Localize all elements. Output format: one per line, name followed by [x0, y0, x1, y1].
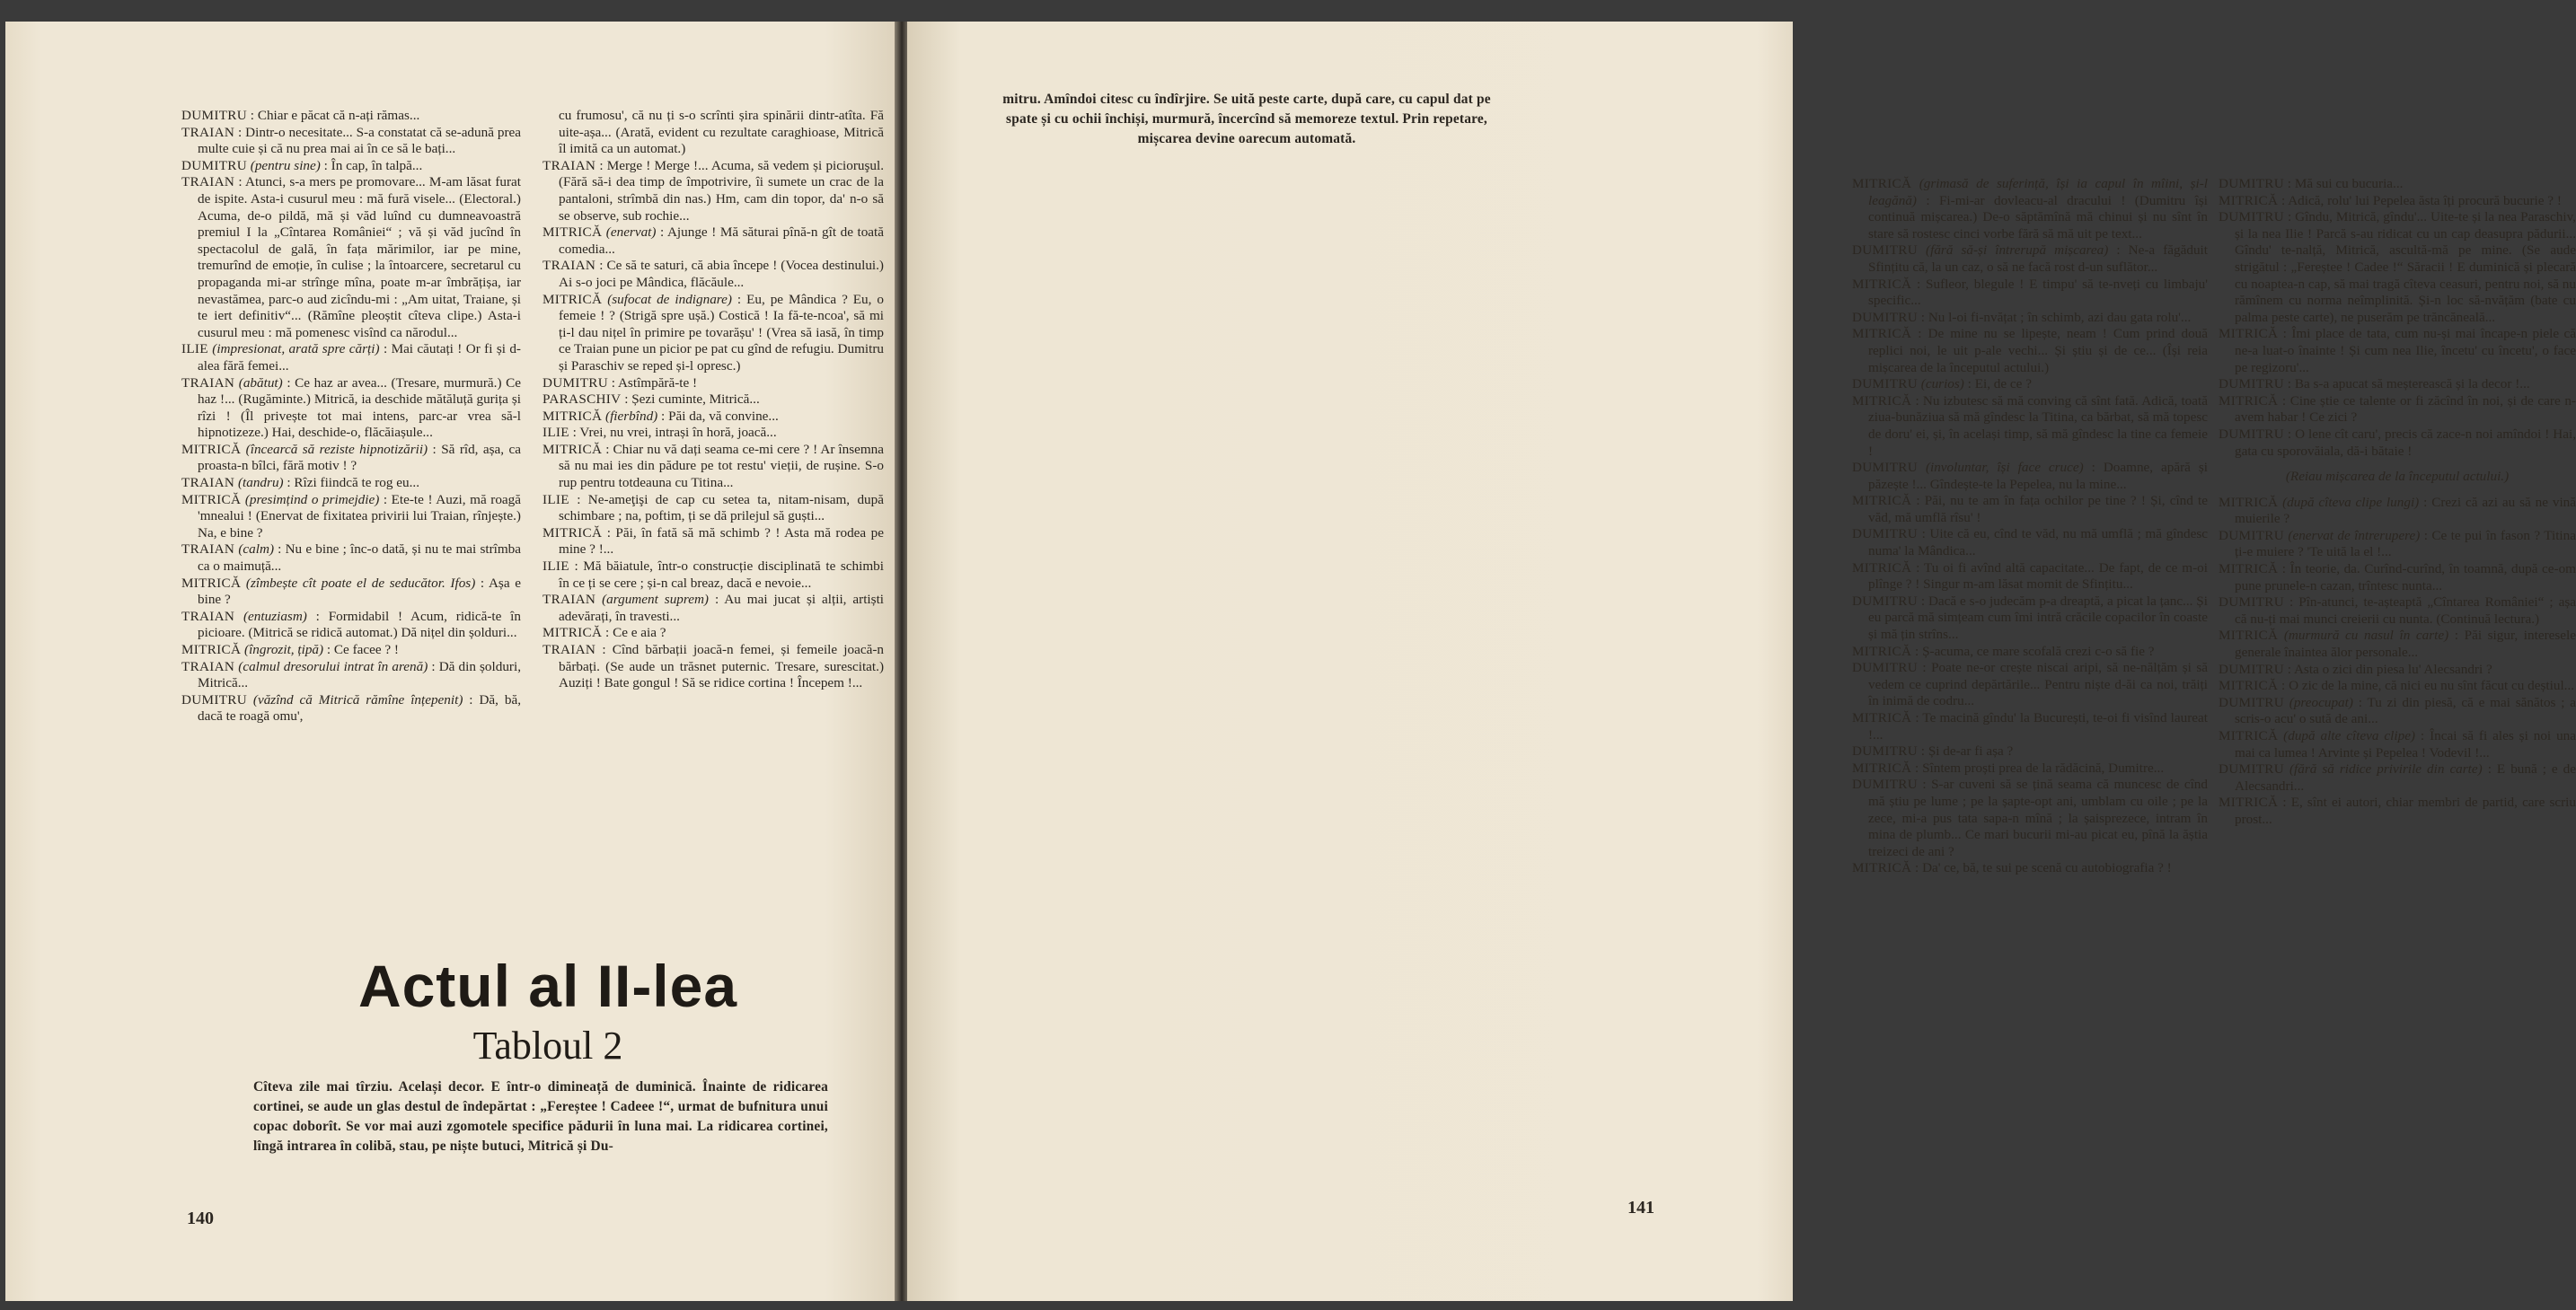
line-text: În cap, în talpă... [331, 157, 423, 173]
speaker-name: MITRICĂ [181, 491, 242, 507]
dialogue-line: MITRICĂ : Te macină gîndu' la București, te-oi fi visînd laureat !... [1852, 710, 2209, 743]
dialogue-line: MITRICĂ : Ce e aia ? [543, 625, 666, 641]
speaker-direction: (după cîteva clipe lungi) [2282, 494, 2420, 510]
line-text: Nu e bine ; înc-o dată, și nu te mai strîmba ca o maimuță... [198, 541, 521, 575]
speaker-direction: (zîmbește cît poate el de seducător. Ifos) [245, 575, 476, 591]
dialogue-line: DUMITRU : S-ar cuveni să se țină seama că muncesc de cînd mă știu pe lume ; pe la șapte-opt ani, umblam cu oile ; pe la zece, mi-a pus tata sapa-n mînă ; la șaisprezece, intram în mina de plumb... Ce mari bucurii mi-au picat eu, pînă la ăștia treizeci de ani ? [1852, 777, 2208, 859]
line-text: Chiar nu vă dați seama ce-mi cere ? ! Ar însemna să nu mai ies din pădure pe tot restu' vieții, de rușine. S-o rup pentru totdeauna cu Titina... [559, 441, 884, 491]
speaker-name: MITRICĂ [1852, 643, 1912, 659]
line-text: Ce e aia ? [613, 625, 666, 641]
dialogue-line: DUMITRU : Poate ne-or crește niscai aripi, să ne-nălțăm și să vedem ce cuprind depărtările... Pentru niște d-ăi ca noi, trăiți în inimă de codru... [1852, 660, 2208, 709]
page-number-right: 141 [1628, 1198, 1654, 1218]
speaker-name: MITRICĂ [543, 408, 603, 424]
speaker-name: TRAIAN [543, 157, 596, 173]
page-number-left: 140 [187, 1209, 214, 1228]
dialogue-line [2219, 469, 2576, 486]
line-text: Dintr-o necesitate... S-a constatat că se-adună prea multe cuie și că nu prea mai ai în ce să le bați... [198, 124, 521, 157]
dialogue-line: DUMITRU : Și de-ar fi așa ? [1852, 743, 2014, 760]
dialogue-line: MITRICĂ (îngrozit, țipă) : Ce facee ? ! [181, 642, 399, 657]
speaker-name: TRAIAN [181, 608, 235, 624]
line-text: Te macină gîndu' la București, te-oi fi visînd laureat !... [1868, 710, 2209, 743]
line-text: Sufleor, blegule ! E timpu' să te-nveți cu limbaju' specific... [1868, 276, 2208, 309]
stage-direction-right: mitru. Amîndoi citesc cu îndîrjire. Se uită peste carte, după care, cu capul dat pe spate și cu ochii închiși, murmură, încercînd să memoreze textul. Prin repetare, mișcarea devine oarecum automată. [1002, 92, 1491, 146]
speaker-name: MITRICĂ [1852, 860, 1912, 876]
dialogue-line: DUMITRU (curios) : Ei, de ce ? [1852, 376, 2032, 392]
speaker-name: MITRICĂ [2219, 494, 2279, 510]
line-text: Ajunge ! Mă săturai pînă-n gît de toată comedia... [559, 224, 885, 257]
line-text: Șezi cuminte, Mitrică... [631, 391, 760, 408]
line-text: Fi-mi-ar dovleacu-al dracului ! (Dumitru își continuă mișcarea.) De-o săptămînă mă chinui și nu sînt în stare să rostesc cinci vorbe fără să mă uit pe text... [1868, 192, 2208, 242]
line-text: Păi da, vă convine... [668, 408, 779, 424]
left-page-column-1 [181, 108, 521, 725]
speaker-name: DUMITRU [2219, 209, 2284, 225]
line-text: Astîmpără-te ! [617, 374, 698, 391]
line-text: Ne-a făgăduit Sfințitu că, la un caz, o să ne facă rost d-un suflător... [1868, 242, 2208, 275]
speaker-direction: (enervat de întrerupere) [2288, 527, 2421, 543]
dialogue-line: TRAIAN : Merge ! Merge !... Acuma, să vedem și picioruşul. (Fără să-i dea timp de împotrivire, îi sumete un crac de la pantaloni, strîmbă din nas.) Hm, cam din topor, da' n-o să se observe, sub rochie... [543, 157, 884, 224]
speaker-direction: (involuntar, își face cruce) [1925, 460, 2084, 476]
speaker-direction: (încearcă să reziste hipnotizării) [245, 441, 428, 457]
speaker-name: MITRICĂ [543, 224, 603, 241]
line-text: Au mai jucat și alții, artiști adevărați, în travesti... [559, 592, 885, 624]
line-text: S-ar cuveni să se țină seama că muncesc de cînd mă știu pe lume ; pe la șapte-opt ani, umblam cu oile ; pe la zece, mi-a pus tata sapa-n mînă ; la șaisprezece, intram în mina de plumb... Ce mari bucurii mi-au picat eu, pînă la ăștia treizeci de ani ? [1868, 777, 2208, 859]
dialogue-line: DUMITRU (fără să-și întrerupă mișcarea) : Ne-a făgăduit Sfințitu că, la un caz, o să ne facă rost d-un suflător... [1852, 242, 2208, 275]
speaker-name: DUMITRU [1852, 777, 1918, 793]
dialogue-line: DUMITRU (văzînd că Mitrică rămîne înțepenit) : Dă, bă, dacă te roagă omu', [181, 691, 522, 725]
dialogue-line: MITRICĂ : Adică, rolu' lui Pepelea ăsta îți procură bucurie ? ! [2219, 192, 2562, 208]
line-text: Mă băiatule, într-o construcție disciplinată te schimbi în ce ți se cere ; și-n cal breaz, dacă e nevoie... [559, 558, 884, 591]
speaker-name: DUMITRU [2219, 426, 2284, 442]
line-text: Adică, rolu' lui Pepelea ăsta îți procură bucurie ? ! [2288, 192, 2562, 208]
dialogue-line: MITRICĂ (murmură cu nasul în carte) : Păi sigur, interesele generale înaintea ălor personale... [2219, 628, 2576, 661]
line-text: E bună ; e de Alecsandri... [2235, 761, 2576, 794]
line-text: Cine știe ce talente or fi zăcînd în noi, și de care n-avem habar ! Ce zici ? [2235, 392, 2576, 426]
dialogue-line: TRAIAN (argument suprem) : Au mai jucat și alții, artiști adevărați, în travesti... [543, 592, 885, 624]
dialogue-line: DUMITRU : Ba s-a apucat să meșterească și la decor !... [2219, 376, 2530, 392]
dialogue-line: DUMITRU : Uite că eu, cînd te văd, nu mă umflă ; mă gîndesc numa' la Mândica... [1852, 526, 2208, 559]
right-page [907, 22, 2576, 1301]
dialogue-line: ILIE : Vrei, nu vrei, intrași în horă, joacă... [543, 425, 777, 441]
line-text: Ce te pui în fason ? Titina ți-e muiere ? 'Te uită la el !... [2235, 527, 2576, 560]
speaker-name: MITRICĂ [181, 642, 242, 657]
line-text: Nu izbutesc să mă conving că sînt fată. Adică, toată ziua-bunăziua să mă gîndesc la Titina, ca bărbat, să mă topesc de doru' ei, și, în același timp, să mă gîndesc la tine ca femeie ! [1868, 392, 2208, 459]
speaker-name: DUMITRU [181, 691, 247, 708]
dialogue-line: MITRICĂ : Sufleor, blegule ! E timpu' să te-nveți cu limbaju' specific... [1852, 276, 2208, 309]
dialogue-line: DUMITRU (preocupat) : Tu zi din piesă, că e mai sănătos ; a scris-o acu' o sută de ani... [2219, 694, 2576, 727]
line-text: Ete-te ! Auzi, mă roagă 'mnealui ! (Enervat de fixitatea privirii lui Traian, rînjește.) Na, e bine ? [198, 491, 521, 541]
speaker-name: MITRICĂ [2219, 728, 2279, 743]
line-text: Așa e bine ? [198, 575, 521, 608]
dialogue-line: DUMITRU : O lene cît caru', precis că zace-n noi amîndoi ! Hai, gata cu sporovăiala, dă-i bătaie ! [2219, 426, 2576, 459]
speaker-name: DUMITRU [181, 108, 247, 123]
dialogue-line: TRAIAN (calmul dresorului intrat în arenă) : Dă din șolduri, Mitrică... [181, 658, 521, 691]
dialogue-line: DUMITRU (involuntar, își face cruce) : Doamne, apără și păzește !... Gîndește-te la Pepelea, nu la mine... [1852, 460, 2208, 492]
speaker-name: DUMITRU [2219, 694, 2284, 710]
speaker-direction: (grimasă de suferință, își ia capul în mîini, și-l leagănă) [1868, 176, 2208, 208]
line-text: Atunci, s-a mers pe promovare... M-am lăsat furat de ispite. Asta-i cusurul meu : mă fură visele... (Electoral.) Acuma, de-o pildă, mă și văd luînd cu dumneavoastră premiul I la „Cîntarea României“ ; vă și văd jucînd în spectacolul de gală, în fața mărimilor, iar pe mine, tremurînd de emoție, în culise ; la întoarcere, secretarul cu propaganda mi-ar strînge mîna, poate m-ar îmbrățișa, iar nevastămea, parc-o aud zicîndu-mi : „Am uitat, Traiane, și te iert definitiv“... (Rămîne pleoștit cîteva clipe.) Asta-i cusurul meu : mă pomenesc visînd ca nărodul... [198, 174, 521, 340]
dialogue-line: MITRICĂ : Cine știe ce talente or fi zăcînd în noi, și de care n-avem habar ! Ce zici ? [2219, 392, 2576, 426]
dialogue-line: ILIE : Mă băiatule, într-o construcție disciplinată te schimbi în ce ți se cere ; și-n cal breaz, dacă e nevoie... [543, 558, 884, 591]
dialogue-line: PARASCHIV : Șezi cuminte, Mitrică... [543, 391, 760, 408]
speaker-name: DUMITRU [1852, 593, 1918, 609]
speaker-direction: (impresionat, arată spre cărți) [212, 341, 380, 357]
line-text: Vrei, nu vrei, intrași în horă, joacă... [579, 425, 777, 441]
dialogue-line: DUMITRU : Chiar e păcat că n-ați rămas... [181, 108, 420, 123]
dialogue-line: MITRICĂ (fierbînd) : Păi da, vă convine... [543, 408, 779, 424]
speaker-name: TRAIAN [543, 258, 596, 274]
dialogue-line: MITRICĂ (după alte cîteva clipe) : Încai să fi ales și noi una mai ca lumea ! Arvinte și Pepelea ! Vodevil !... [2219, 728, 2576, 761]
line-text: O lene cît caru', precis că zace-n noi amîndoi ! Hai, gata cu sporovăiala, dă-i bătaie ! [2235, 426, 2576, 459]
line-text: Ce facee ? ! [333, 642, 399, 657]
speaker-name: DUMITRU [1852, 242, 1918, 259]
line-text: Pîn-atunci, te-așteaptă „Cîntarea României“ ; așa că nu-ți mai munci creierii cu nunta. (Continuă lectura.) [2235, 594, 2576, 627]
line-text: În teorie, da. Curînd-curînd, în toamnă, după ce-om pune prunele-n cazan, trîntesc nunta... [2235, 561, 2576, 593]
speaker-name: MITRICĂ [1852, 710, 1912, 725]
speaker-direction: (calmul dresorului intrat în arenă) [238, 658, 428, 674]
dialogue-line: TRAIAN : Cînd bărbații joacă-n femei, și femeile joacă-n bărbați. (Se aude un trăsnet puternic. Tresare, surescitat.) Auziți ! Bate gongul ! Să se ridice cortina ! Începem !... [543, 642, 884, 691]
speaker-name: DUMITRU [1852, 526, 1918, 542]
speaker-direction: (pentru sine) [250, 157, 321, 173]
speaker-name: TRAIAN [181, 658, 235, 674]
line-text: Rîzi fiindcă te rog eu... [294, 475, 420, 491]
line-text: Chiar e păcat că n-ați rămas... [257, 108, 420, 123]
line-text: Eu, pe Mândica ? Eu, o femeie ! ? (Strigă spre ușă.) Costică ! Ia fă-te-ncoa', să mi ți-l dau nițel în primire pe tovarășu' ! (Vrea să iasă, în timp ce Traian pune un picior pe pat cu gînd de refugiu. Dumitru și Paraschiv se reped și-l opresc.) [559, 291, 884, 374]
dialogue-line: MITRICĂ (enervat) : Ajunge ! Mă săturai pînă-n gît de toată comedia... [543, 224, 885, 257]
tableau-title: Tabloul 2 [472, 1024, 623, 1068]
speaker-name: PARASCHIV [543, 391, 622, 408]
line-text: Mai căutați ! Or fi și d-alea fără femei... [198, 341, 521, 374]
left-page-column-2 [543, 108, 884, 692]
speaker-name: TRAIAN [181, 124, 235, 140]
speaker-name: DUMITRU [543, 374, 608, 391]
speaker-direction: (îngrozit, țipă) [244, 642, 324, 657]
line-text: Ba s-a apucat să meșterească și la decor !... [2294, 376, 2530, 392]
dialogue-line: DUMITRU : Dacă e s-o judecăm p-a dreaptă, a picat la țanc... Și eu parcă mă simțeam cum îmi intră crăcile copacilor în coaste și mă țin strîns... [1852, 593, 2208, 643]
line-text: Încai să fi ales și noi una mai ca lumea ! Arvinte și Pepelea ! Vodevil !... [2235, 728, 2576, 761]
dialogue-line: MITRICĂ : E, sînt ei autori, chiar membri de partid, care scriu prost... [2219, 795, 2576, 827]
line-text: Mă sui cu bucuria... [2294, 176, 2404, 191]
speaker-name: DUMITRU [2219, 761, 2284, 778]
speaker-name: TRAIAN [543, 642, 596, 657]
speaker-name: MITRICĂ [543, 441, 603, 457]
speaker-direction: (după alte cîteva clipe) [2283, 728, 2415, 743]
speaker-name: ILIE [543, 558, 569, 575]
dialogue-line: MITRICĂ (zîmbește cît poate el de seducător. Ifos) : Așa e bine ? [181, 575, 521, 608]
dialogue-line: DUMITRU : Pîn-atunci, te-așteaptă „Cîntarea României“ ; așa că nu-ți mai munci creierii cu nunta. (Continuă lectura.) [2219, 594, 2576, 627]
line-text: Tu oi fi avînd altă capacitate... De fapt, de ce m-oi plînge ? ! Singur m-am lăsat momit de Sfințitu... [1868, 559, 2208, 593]
speaker-name: DUMITRU [1852, 660, 1918, 676]
speaker-direction: (fierbînd) [605, 408, 658, 424]
dialogue-line: MITRICĂ : Nu izbutesc să mă conving că sînt fată. Adică, toată ziua-bunăziua să mă gîndesc la Titina, ca bărbat, să mă topesc de doru' ei, și, în același timp, să mă gîndesc la tine ca femeie ! [1852, 392, 2208, 459]
dialogue-line: MITRICĂ (după cîteva clipe lungi) : Crezi că azi au să ne vină muierile ? [2219, 494, 2576, 527]
dialogue-line: DUMITRU : Mă sui cu bucuria... [2219, 176, 2404, 191]
dialogue-line: DUMITRU (pentru sine) : În cap, în talpă... [181, 157, 423, 173]
speaker-name: MITRICĂ [2219, 326, 2279, 342]
line-text: Poate ne-or crește niscai aripi, să ne-nălțăm și să vedem ce cuprind depărtările... Pentru niște d-ăi ca noi, trăiți în inimă de codru... [1868, 660, 2208, 709]
speaker-direction: (văzînd că Mitrică rămîne înțepenit) [252, 691, 463, 708]
line-text: Doamne, apără și păzește !... Gîndește-te la Pepelea, nu la mine... [1868, 460, 2208, 492]
speaker-name: DUMITRU [2219, 594, 2284, 611]
speaker-name: MITRICĂ [2219, 392, 2279, 409]
speaker-direction: (abătut) [238, 374, 283, 391]
dialogue-line: MITRICĂ : Îmi place de tata, cum nu-și mai încape-n piele că ne-a luat-o înainte ! Și cum nea Ilie, încetu' cu încetu', o face pe regizoru'... [2219, 326, 2576, 375]
speaker-direction: (enervat) [605, 224, 657, 241]
speaker-name: MITRICĂ [1852, 392, 1912, 409]
speaker-name: DUMITRU [181, 157, 247, 173]
dialogue-line: MITRICĂ (încearcă să reziste hipnotizării) : Să rîd, așa, ca proasta-n bîlci, fără motiv ! ? [181, 441, 522, 474]
dialogue-line: TRAIAN (calm) : Nu e bine ; înc-o dată, și nu te mai strîmba ca o maimuță... [181, 541, 521, 575]
line-text: Crezi că azi au să ne vină muierile ? [2235, 494, 2576, 527]
dialogue-line: DUMITRU (fără să ridice privirile din carte) : E bună ; e de Alecsandri... [2219, 761, 2576, 794]
dialogue-line: MITRICĂ : Păi, nu te am în fața ochilor pe tine ? ! Și, cînd te văd, mă umflă rîsu' ! [1852, 493, 2208, 525]
speaker-direction: (presimțind o primejdie) [244, 491, 380, 507]
speaker-direction: (argument suprem) [602, 592, 709, 608]
speaker-name: DUMITRU [2219, 376, 2284, 392]
line-text: Păi, în fată să mă schimb ? ! Asta mă rodea pe mine ? !... [559, 524, 884, 558]
speaker-direction: (tandru) [237, 475, 284, 491]
line-text: Formidabil ! Acum, ridică-te în picioare. (Mitrică se ridică automat.) Dă nițel din șolduri... [198, 608, 521, 641]
line-text: Gîndu, Mitrică, gîndu'... Uite-te și la nea Paraschiv, și la nea Ilie ! Parcă s-au ridicat cu un cap deasupra pădurii... Gîndu' te-nalță, Mitrică, ascultă-mă pe mine. (Se aude strigătul : „Fereștee ! Cadee !“ Săracii ! E duminică și plecară cu noaptea-n cap, să mai tragă cîteva ceasuri, pentru noi, să nu rămînem cu norma neîmplinită. Și-n loc să-nvățăm (bate cu palma peste carte), ne puserăm pe trăncăneală... [2235, 209, 2576, 325]
speaker-name: MITRICĂ [543, 524, 603, 541]
dialogue-line: TRAIAN : Ce să te saturi, că abia începe ! (Vocea destinului.) Ai s-o joci pe Mândica, flăcăule... [543, 258, 884, 290]
dialogue-line: MITRICĂ (grimasă de suferință, își ia capul în mîini, și-l leagănă) : Fi-mi-ar dovleacu-al dracului ! (Dumitru își continuă mișcarea.) De-o săptămînă mă chinui și nu sînt în stare să rostesc cinci vorbe fără să mă uit pe text... [1852, 176, 2208, 242]
dialogue-line: DUMITRU : Astîmpără-te ! [543, 374, 698, 391]
dialogue-line: MITRICĂ : Ș-acuma, ce mare scofală crezi c-o să fie ? [1852, 643, 2155, 659]
speaker-name: MITRICĂ [1852, 326, 1912, 342]
speaker-name: MITRICĂ [181, 441, 242, 457]
dialogue-line: TRAIAN (tandru) : Rîzi fiindcă te rog eu... [181, 475, 420, 491]
line-text: Dacă e s-o judecăm p-a dreaptă, a picat la țanc... Și eu parcă mă simțeam cum îmi intră crăcile copacilor în coaste și mă țin strîns... [1868, 593, 2208, 643]
speaker-name: MITRICĂ [1852, 760, 1912, 776]
line-text: Tu zi din piesă, că e mai sănătos ; a scris-o acu' o sută de ani... [2235, 694, 2576, 727]
speaker-direction: (fără să-și întrerupă mișcarea) [1926, 242, 2109, 259]
line-text: De mine nu se lipește, neam ! Cum prind două replici noi, le uit p-ale vechi... Și știu și de ce... (Își reia mișcarea de la începutul actului.) [1868, 326, 2208, 375]
line-text: Ei, de ce ? [1974, 376, 2032, 392]
speaker-name: DUMITRU [1852, 460, 1918, 476]
speaker-name: MITRICĂ [1852, 493, 1912, 509]
act-title: Actul al II-lea [357, 953, 738, 1019]
line-text: Ce haz ar avea... (Tresare, murmură.) Ce haz !... (Rugăminte.) Mitrică, ia deschide mătăluță gurița și rîzi ! (Îl privește tot mai intens, parc-ar vrea să-l hipnotizeze.) Hai, deschide-o, flăcăiașule... [198, 374, 521, 441]
dialogue-line: TRAIAN (abătut) : Ce haz ar avea... (Tresare, murmură.) Ce haz !... (Rugăminte.) Mitrică, ia deschide mătăluță gurița și rîzi ! (Îl privește tot mai intens, parc-ar vrea să-l hipnotizeze.) Hai, deschide-o, flăcăiașule... [181, 374, 521, 441]
dialogue-line [543, 108, 884, 158]
dialogue-line: TRAIAN (entuziasm) : Formidabil ! Acum, ridică-te în picioare. (Mitrică se ridică automat.) Dă nițel din șolduri... [181, 608, 521, 641]
stage-note: (Reiau mișcarea de la începutul actului.) [2285, 469, 2510, 485]
speaker-name: TRAIAN [543, 592, 596, 608]
line-text: Nu l-oi fi-nvățat ; în schimb, azi dau gata rolu'... [1928, 309, 2192, 325]
speaker-name: DUMITRU [2219, 661, 2284, 677]
speaker-direction: (fără să ridice privirile din carte) [2289, 761, 2483, 778]
dialogue-line: MITRICĂ (presimțind o primejdie) : Ete-te ! Auzi, mă roagă 'mnealui ! (Enervat de fixitatea privirii lui Traian, rînjește.) Na, e bine ? [181, 491, 521, 541]
dialogue-line: MITRICĂ : Chiar nu vă dați seama ce-mi cere ? ! Ar însemna să nu mai ies din pădure pe tot restu' vieții, de rușine. S-o rup pentru totdeauna cu Titina... [543, 441, 884, 491]
dialogue-line: ILIE : Ne-ameţişi de cap cu setea ta, nitam-nisam, după schimbare ; na, poftim, ți se dă prilejul să guști... [543, 491, 884, 524]
dialogue-line: DUMITRU : Asta o zici din piesa lu' Alecsandri ? [2219, 661, 2492, 677]
line-text: Ș-acuma, ce mare scofală crezi c-o să fie ? [1922, 643, 2155, 659]
speaker-name: ILIE [543, 491, 569, 507]
line-text: Păi, nu te am în fața ochilor pe tine ? ! Și, cînd te văd, mă umflă rîsu' ! [1868, 493, 2208, 525]
line-text: Sîntem proști prea de la rădăcină, Dumitre... [1922, 760, 2165, 776]
dialogue-line: MITRICĂ : În teorie, da. Curînd-curînd, în toamnă, după ce-om pune prunele-n cazan, trîntesc nunta... [2219, 561, 2576, 593]
line-text: Da' ce, bă, te sui pe scenă cu autobiografia ? ! [1922, 860, 2172, 876]
speaker-name: MITRICĂ [543, 291, 603, 307]
line-text: O zic de la mine, că nici eu nu sînt făcut cu deștiul... [2289, 678, 2575, 694]
speaker-name: DUMITRU [2219, 176, 2284, 191]
speaker-name: MITRICĂ [1852, 176, 1912, 191]
speaker-name: TRAIAN [181, 541, 235, 558]
line-text: Și de-ar fi așa ? [1928, 743, 2014, 760]
speaker-name: MITRICĂ [2219, 192, 2279, 208]
speaker-name: DUMITRU [1852, 309, 1918, 325]
line-text: Dă, bă, dacă te roagă omu', [198, 691, 522, 725]
dialogue-line: MITRICĂ : Sîntem proști prea de la rădăcină, Dumitre... [1852, 760, 2165, 776]
speaker-name: TRAIAN [181, 475, 235, 491]
dialogue-line: MITRICĂ : Da' ce, bă, te sui pe scenă cu autobiografia ? ! [1852, 860, 2172, 876]
line-text: Cînd bărbații joacă-n femei, și femeile joacă-n bărbați. (Se aude un trăsnet puternic. Tresare, surescitat.) Auziți ! Bate gongul ! Să se ridice cortina ! Începem !... [559, 642, 884, 691]
dialogue-line: MITRICĂ : De mine nu se lipește, neam ! Cum prind două replici noi, le uit p-ale vechi... Și știu și de ce... (Își reia mișcarea de la începutul actului.) [1852, 326, 2208, 375]
line-text: cu frumosu', că nu ți s-o scrînti șira spinării dintr-atîta. Fă uite-așa... (Arată, evident cu rezultate caraghioase, Mitrică îl imită ca un automat.) [559, 108, 884, 157]
line-text: Ne-ameţişi de cap cu setea ta, nitam-nisam, după schimbare ; na, poftim, ți se dă prilejul să guști... [559, 491, 884, 524]
speaker-direction: (entuziasm) [243, 608, 307, 624]
speaker-direction: (preocupat) [2289, 694, 2353, 710]
dialogue-line: MITRICĂ : O zic de la mine, că nici eu nu sînt făcut cu deștiul... [2219, 678, 2575, 694]
right-page-column-1 [1852, 176, 2208, 877]
speaker-direction: (curios) [1920, 376, 1964, 392]
line-text: Asta o zici din piesa lu' Alecsandri ? [2293, 661, 2492, 677]
line-text: Uite că eu, cînd te văd, nu mă umflă ; mă gîndesc numa' la Mândica... [1868, 526, 2208, 559]
speaker-name: TRAIAN [181, 374, 235, 391]
speaker-name: MITRICĂ [2219, 561, 2279, 577]
speaker-name: DUMITRU [2219, 527, 2284, 543]
dialogue-line: MITRICĂ (sufocat de indignare) : Eu, pe Mândica ? Eu, o femeie ! ? (Strigă spre ușă.) Costică ! Ia fă-te-ncoa', să mi ți-l dau nițel în primire pe tovarășu' ! (Vrea să iasă, în timp ce Traian pune un picior pe pat cu gînd de refugiu. Dumitru și Paraschiv se reped și-l opresc.) [543, 291, 884, 374]
speaker-name: MITRICĂ [181, 575, 242, 591]
line-text: Păi sigur, interesele generale înaintea ălor personale... [2235, 628, 2576, 661]
dialogue-line: MITRICĂ : Tu oi fi avînd altă capacitate... De fapt, de ce m-oi plînge ? ! Singur m-am lăsat momit de Sfințitu... [1852, 559, 2208, 593]
speaker-name: MITRICĂ [543, 625, 603, 641]
speaker-name: MITRICĂ [2219, 795, 2279, 811]
speaker-name: MITRICĂ [2219, 678, 2279, 694]
line-text: E, sînt ei autori, chiar membri de partid, care scriu prost... [2235, 795, 2576, 827]
line-text: Dă din șolduri, Mitrică... [198, 658, 521, 691]
dialogue-line: MITRICĂ : Păi, în fată să mă schimb ? ! Asta mă rodea pe mine ? !... [543, 524, 884, 558]
speaker-name: DUMITRU [1852, 743, 1918, 760]
line-text: Merge ! Merge !... Acuma, să vedem și picioruşul. (Fără să-i dea timp de împotrivire, îi sumete un crac de la pantaloni, strîmbă din nas.) Hm, cam din topor, da' n-o să se observe, sub rochie... [559, 157, 884, 224]
dialogue-line: TRAIAN : Atunci, s-a mers pe promovare... M-am lăsat furat de ispite. Asta-i cusurul meu : mă fură visele... (Electoral.) Acuma, de-o pildă, mă și văd luînd cu dumneavoastră premiul I la „Cîntarea României“ ; vă și văd jucînd în spectacolul de gală, în fața mărimilor, iar pe mine, tremurînd de emoție, în culise ; la întoarcere, secretarul cu propaganda mi-ar strînge mîna, poate m-ar îmbrățișa, iar nevastămea, parc-o aud zicîndu-mi : „Am uitat, Traiane, și te iert definitiv“... (Rămîne pleoștit cîteva clipe.) Asta-i cusurul meu : mă pomenesc visînd ca nărodul... [181, 174, 521, 340]
speaker-name: TRAIAN [181, 174, 235, 190]
dialogue-line: TRAIAN : Dintr-o necesitate... S-a constatat că se-adună prea multe cuie și că nu prea mai ai în ce să le bați... [181, 124, 521, 157]
speaker-direction: (murmură cu nasul în carte) [2283, 628, 2449, 644]
speaker-direction: (calm) [238, 541, 274, 558]
speaker-name: MITRICĂ [1852, 276, 1912, 292]
speaker-name: MITRICĂ [2219, 628, 2279, 644]
line-text: Îmi place de tata, cum nu-și mai încape-n piele că ne-a luat-o înainte ! Și cum nea Ilie, încetu' cu încetu', o face pe regizoru'... [2235, 326, 2576, 375]
dialogue-line: DUMITRU : Nu l-oi fi-nvățat ; în schimb, azi dau gata rolu'... [1852, 309, 2192, 325]
dialogue-line: ILIE (impresionat, arată spre cărți) : Mai căutați ! Or fi și d-alea fără femei... [181, 341, 521, 374]
right-page-column-2 [2219, 176, 2576, 829]
dialogue-line: DUMITRU (enervat de întrerupere) : Ce te pui în fason ? Titina ți-e muiere ? 'Te uită la el !... [2219, 527, 2576, 560]
speaker-direction: (sufocat de indignare) [607, 291, 732, 307]
speaker-name: ILIE [543, 425, 569, 441]
speaker-name: DUMITRU [1852, 376, 1918, 392]
speaker-name: ILIE [181, 341, 208, 357]
speaker-name: MITRICĂ [1852, 559, 1912, 576]
line-text: Ce să te saturi, că abia începe ! (Vocea destinului.) Ai s-o joci pe Mândica, flăcăule... [559, 258, 884, 290]
stage-direction-left: Cîteva zile mai tîrziu. Același decor. E într-o dimineață de duminică. Înainte de ridicarea cortinei, se aude un glas destul de îndepărtat : „Fereștee ! Cadeee !“, urmat de bufnitura unui copac doborît. Se vor mai auzi zgomotele specifice pădurii în luna mai. La ridicarea cortinei, lîngă intrarea în colibă, stau, pe niște butuci, Mitrică și Du- [253, 1079, 828, 1154]
line-text: Să rîd, așa, ca proasta-n bîlci, fără motiv ! ? [198, 441, 522, 474]
dialogue-line: DUMITRU : Gîndu, Mitrică, gîndu'... Uite-te și la nea Paraschiv, și la nea Ilie ! Parcă s-au ridicat cu un cap deasupra pădurii... Gîndu' te-nalță, Mitrică, ascultă-mă pe mine. (Se aude strigătul : „Fereștee ! Cadee !“ Săracii ! E duminică și plecară cu noaptea-n cap, să mai tragă cîteva ceasuri, pentru noi, să nu rămînem cu norma neîmplinită. Și-n loc să-nvățăm (bate cu palma peste carte), ne puserăm pe trăncăneală... [2219, 209, 2576, 325]
